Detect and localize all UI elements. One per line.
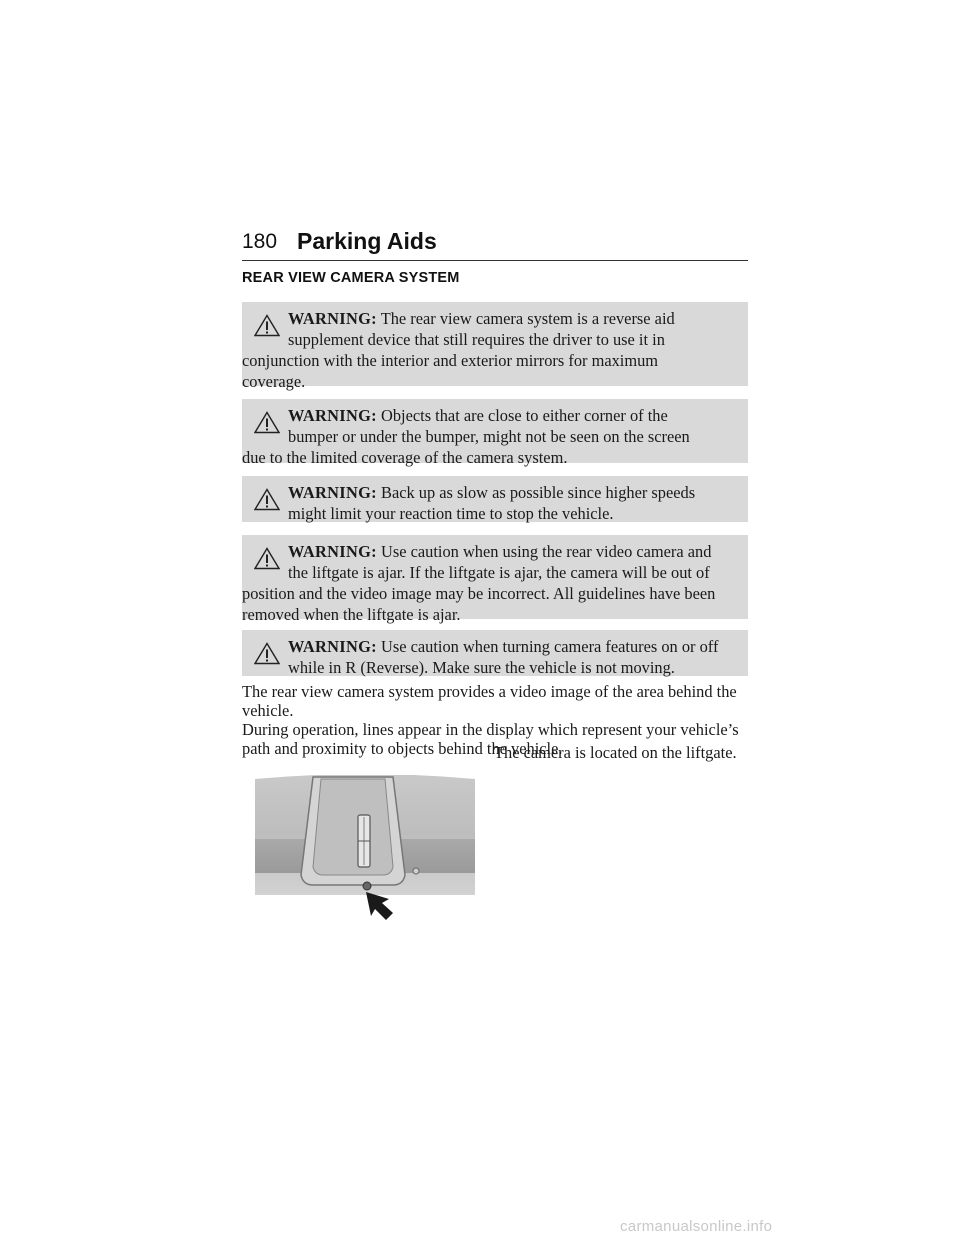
warning-continuation: due to the limited coverage of the camera system.	[242, 448, 568, 467]
warning-box	[242, 302, 748, 391]
body-paragraph: During operation, lines appear in the display which represent your vehicle’s path and proximity to objects behind the vehicle.	[242, 720, 739, 758]
warning-line: while in R (Reverse). Make sure the vehicle is not moving.	[288, 658, 675, 677]
warning-line: bumper or under the bumper, might not be seen on the screen	[288, 427, 690, 446]
warning-triangle-icon	[254, 411, 280, 434]
warning-text	[288, 541, 742, 583]
warning-label: WARNING:	[288, 542, 377, 561]
warning-line: supplement device that still requires the driver to use it in	[288, 330, 665, 349]
warning-box	[242, 535, 748, 624]
warning-triangle-icon	[254, 488, 280, 511]
warning-line: Use caution when turning camera features on or off	[381, 637, 719, 656]
body-paragraph: The rear view camera system provides a video image of the area behind the vehicle.	[242, 682, 737, 720]
warning-text	[288, 308, 742, 350]
warning-line: The rear view camera system is a reverse aid	[380, 309, 675, 328]
warning-box	[242, 399, 748, 467]
warning-box	[242, 476, 748, 522]
warning-triangle-icon	[254, 547, 280, 570]
liftgate-camera-illustration	[255, 775, 475, 920]
warning-label: WARNING:	[288, 309, 377, 328]
warning-continuation: conjunction with the interior and exterior mirrors for maximum coverage.	[242, 351, 659, 391]
warning-text	[288, 636, 742, 678]
page-number: 180	[242, 230, 278, 253]
warning-text	[288, 482, 742, 524]
warning-text	[288, 405, 742, 447]
warning-continuation: position and the video image may be incorrect. All guidelines have been removed when the liftgate is ajar.	[242, 584, 716, 624]
warning-line: Use caution when using the rear video camera and	[381, 542, 712, 561]
warning-box	[242, 630, 748, 676]
warning-label: WARNING:	[288, 637, 377, 656]
warning-line: might limit your reaction time to stop the vehicle.	[288, 504, 614, 523]
warning-triangle-icon	[254, 642, 280, 665]
warning-label: WARNING:	[288, 483, 377, 502]
figure-caption: The camera is located on the liftgate.	[494, 743, 737, 762]
warning-line: Objects that are close to either corner of the	[381, 406, 668, 425]
warning-line: the liftgate is ajar. If the liftgate is ajar, the camera will be out of	[288, 563, 710, 582]
section-title: Parking Aids	[297, 228, 437, 254]
pointer-arrow-icon	[366, 892, 393, 920]
warning-line: Back up as slow as possible since higher speeds	[381, 483, 696, 502]
warning-triangle-icon	[254, 314, 280, 337]
watermark: carmanualsonline.info	[620, 1218, 773, 1235]
warning-label: WARNING:	[288, 406, 377, 425]
page-header	[242, 228, 748, 261]
section-heading: REAR VIEW CAMERA SYSTEM	[242, 270, 460, 286]
